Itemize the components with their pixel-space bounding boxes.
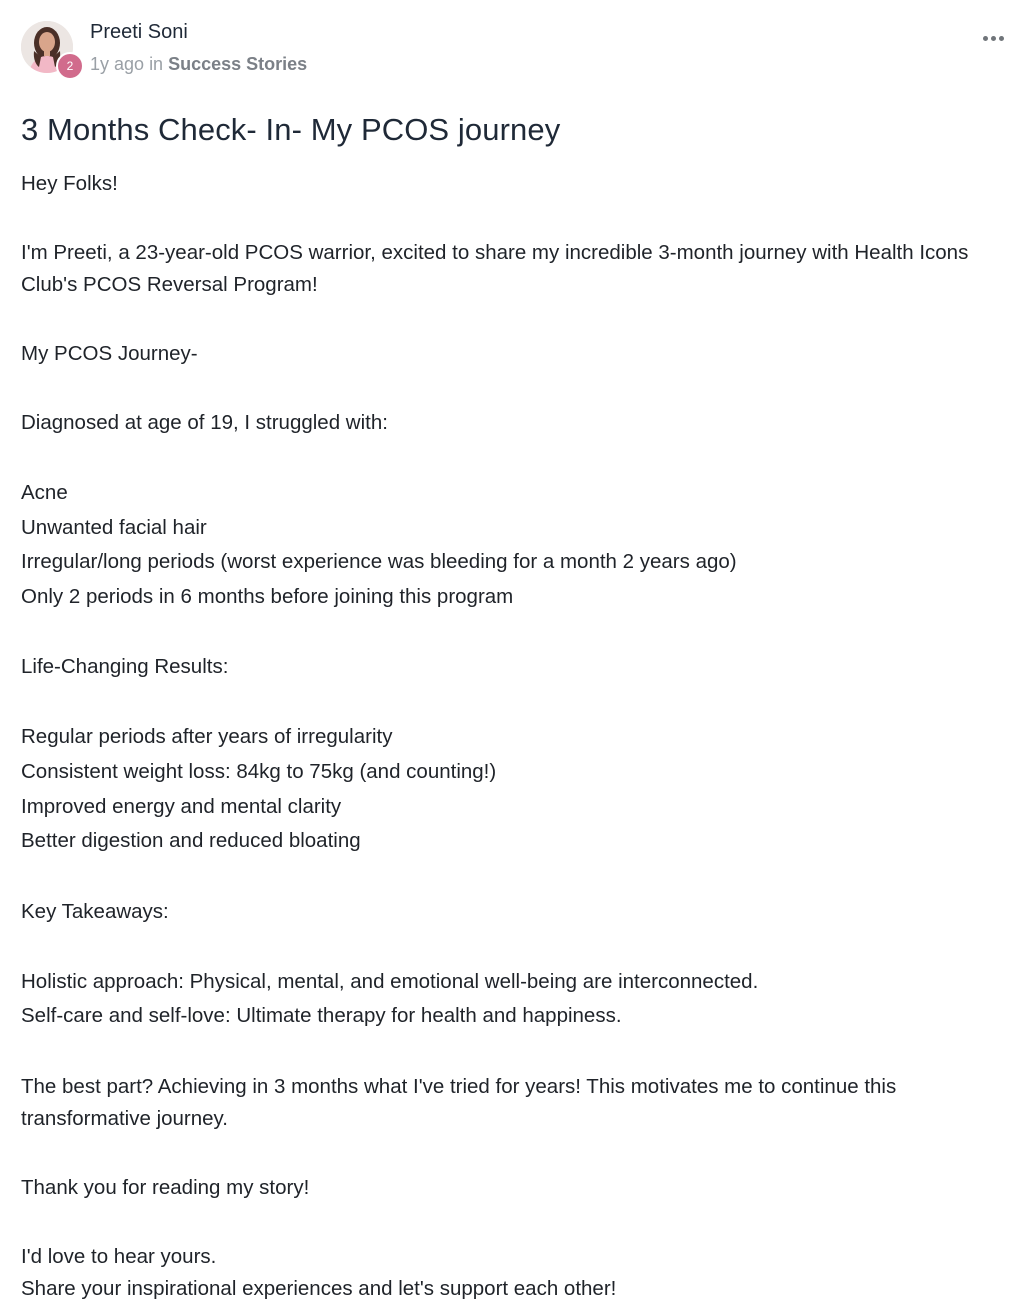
more-horizontal-icon — [991, 36, 996, 41]
post-header — [21, 20, 1007, 80]
list-item: Acne — [21, 481, 68, 504]
results-list — [21, 720, 1006, 858]
avatar-wrapper[interactable] — [21, 20, 75, 76]
list-item: Self-care and self-love: Ultimate therapy for health and happiness. — [21, 1004, 622, 1028]
space-link[interactable]: Success Stories — [168, 54, 308, 74]
list-item: Regular periods after years of irregularity — [21, 725, 393, 749]
closing-line-2: Share your inspirational experiences and let's support each other! — [21, 1276, 617, 1300]
level-badge: 2 — [56, 52, 84, 80]
post-body — [21, 168, 1006, 1305]
post-title: 3 Months Check- In- My PCOS journey — [21, 112, 561, 147]
in-word: in — [149, 54, 164, 74]
post-meta — [90, 54, 307, 75]
greeting: Hey Folks! — [21, 172, 118, 195]
list-item: Irregular/long periods (worst experience was bleeding for a month 2 years ago) — [21, 550, 737, 574]
diagnosed-text: Diagnosed at age of 19, I struggled with: — [21, 411, 388, 434]
intro-paragraph: I'm Preeti, a 23-year-old PCOS warrior, excited to share my incredible 3-month journey with Health Icons Club's PCOS Reversal Program! — [21, 241, 969, 296]
takeaways-list — [21, 965, 1006, 1034]
list-item: Consistent weight loss: 84kg to 75kg (and counting!) — [21, 759, 497, 783]
results-heading: Life-Changing Results: — [21, 655, 229, 679]
more-horizontal-icon — [983, 36, 988, 41]
more-options-button[interactable] — [979, 26, 1007, 50]
list-item: Unwanted facial hair — [21, 515, 207, 539]
best-part-paragraph: The best part? Achieving in 3 months what I've tried for years! This motivates me to continue this transformative journey. — [21, 1074, 897, 1130]
struggles-list — [21, 476, 1006, 614]
time-ago: 1y ago — [90, 54, 145, 74]
journey-heading: My PCOS Journey- — [21, 342, 198, 365]
takeaways-heading: Key Takeaways: — [21, 899, 169, 923]
list-item: Holistic approach: Physical, mental, and emotional well-being are interconnected. — [21, 969, 759, 993]
list-item: Better digestion and reduced bloating — [21, 829, 361, 853]
list-item: Improved energy and mental clarity — [21, 794, 342, 818]
author-name[interactable]: Preeti Soni — [90, 21, 188, 43]
closing-line-1: I'd love to hear yours. — [21, 1244, 217, 1268]
list-item: Only 2 periods in 6 months before joining this program — [21, 584, 514, 608]
thanks-paragraph: Thank you for reading my story! — [21, 1175, 310, 1199]
more-horizontal-icon — [999, 36, 1004, 41]
